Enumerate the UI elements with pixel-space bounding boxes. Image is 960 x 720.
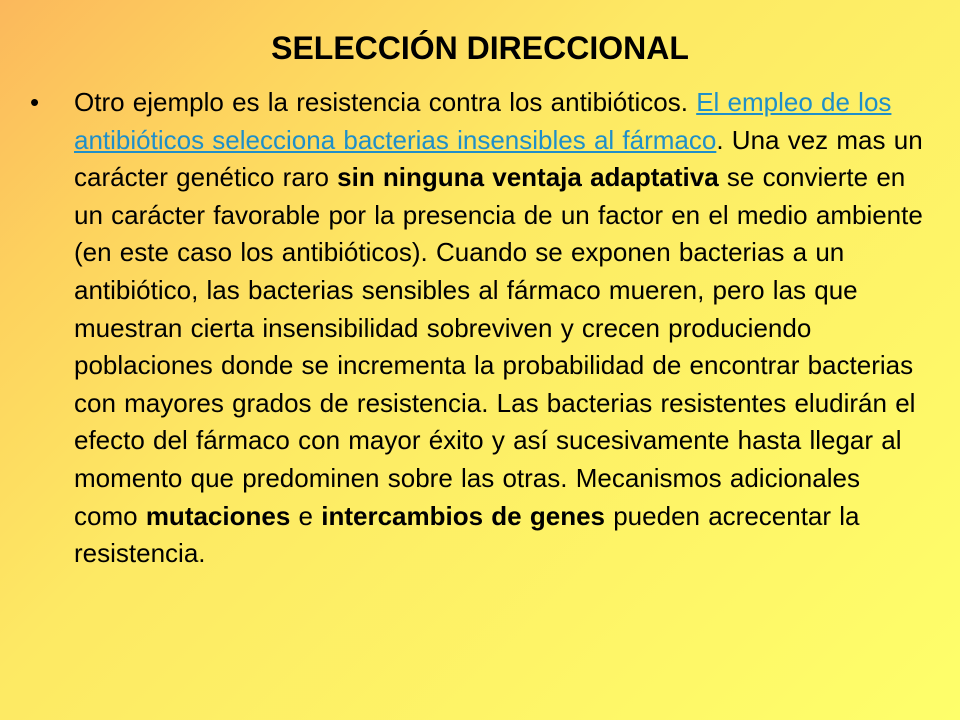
bullet-icon: • [30, 87, 40, 117]
bold-phrase-gene-exchange: intercambios de genes [321, 500, 605, 531]
bullet-list [30, 84, 930, 573]
paragraph-text-5: pueden acrecentar la resistencia. [74, 500, 860, 569]
paragraph-text-3: se convierte en un carácter favorable por la presencia de un factor en el medio ambiente (en este caso los antibióticos). Cuando se exponen bacterias a un antibiótico, las bacterias sensibles al fármaco mueren, pero las que muestran cierta insensibilidad sobreviven y crecen produciendo poblaciones donde se incrementa la probabilidad de encontrar bacterias con mayores grados de resistencia. Las bacterias resistentes eludirán el efecto del fármaco con mayor éxito y así sucesivamente hasta llegar al momento que predominen sobre las otras. Mecanismos adicionales como [74, 162, 923, 531]
slide-title: SELECCIÓN DIRECCIONAL [271, 30, 689, 66]
paragraph-text-2: . Una vez mas un carácter genético raro [74, 124, 923, 193]
paragraph-text-1: Otro ejemplo es la resistencia contra los antibióticos. [74, 87, 697, 117]
bold-word-mutations: mutaciones [145, 500, 291, 531]
antibiotics-link[interactable]: El empleo de los antibióticos selecciona bacterias insensibles al fármaco [74, 87, 892, 155]
bullet-item [30, 84, 930, 573]
paragraph-text-4: e [290, 500, 322, 531]
bold-phrase-no-advantage: sin ninguna ventaja adaptativa [337, 162, 719, 193]
